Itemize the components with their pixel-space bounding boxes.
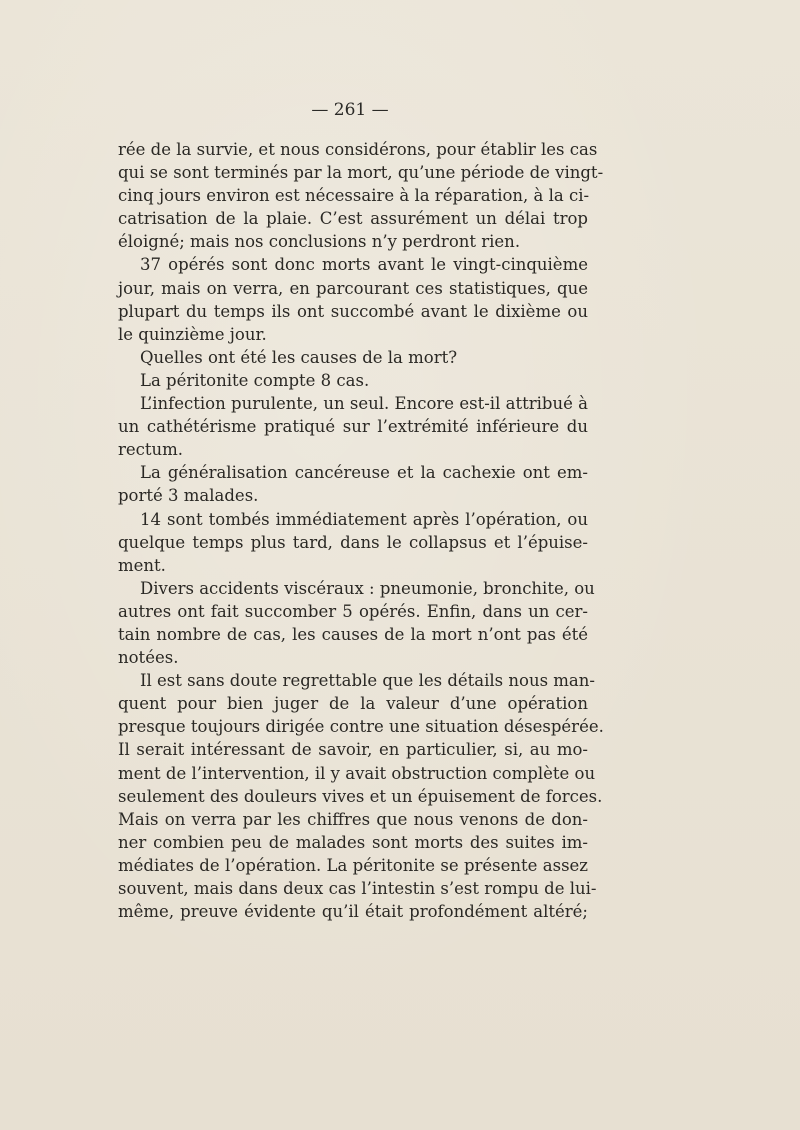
text-line: catrisation de la plaie. C’est assurément un délai trop [118,209,588,229]
text-line: le quinzième jour. [118,324,267,344]
text-line: seulement des douleurs vives et un épuisement de forces. [118,786,603,806]
text-line: plupart du temps ils ont succombé avant le dixième ou [118,301,588,321]
body-text [118,138,604,923]
text-line: Mais on verra par les chiffres que nous venons de don- [118,809,588,829]
text-line: La généralisation cancéreuse et la cachexie ont em- [140,463,588,483]
text-line: presque toujours dirigée contre une situation désespérée. [118,717,604,737]
text-line: qui se sont terminés par la mort, qu’une période de vingt- [118,163,604,183]
text-line: cinq jours environ est nécessaire à la réparation, à la ci- [118,186,590,206]
text-line: ment de l’intervention, il y avait obstruction complète ou [118,763,596,783]
text-line: Quelles ont été les causes de la mort? [140,347,458,367]
text-line: ner combien peu de malades sont morts des suites im- [118,832,588,852]
text-line: Divers accidents viscéraux : pneumonie, bronchite, ou [140,578,595,598]
text-line: La péritonite compte 8 cas. [140,370,370,390]
text-line: quent pour bien juger de la valeur d’une opération [118,694,588,714]
text-line: Il est sans doute regrettable que les détails nous man- [140,671,595,691]
text-line: un cathétérisme pratiqué sur l’extrémité inférieure du [118,417,588,437]
text-line: autres ont fait succomber 5 opérés. Enfin, dans un cer- [118,601,588,621]
text-line: notées. [118,648,179,668]
text-line: quelque temps plus tard, dans le collapsus et l’épuise- [118,532,588,552]
text-line: 14 sont tombés immédiatement après l’opération, ou [140,509,588,529]
text-line: L’infection purulente, un seul. Encore est-il attribué à [140,394,588,414]
text-line: ment. [118,555,166,575]
text-line: souvent, mais dans deux cas l’intestin s’est rompu de lui- [118,879,597,898]
text-line: 37 opérés sont donc morts avant le vingt-cinquième [140,255,588,275]
text-line: tain nombre de cas, les causes de la mort n’ont pas été [118,624,588,644]
text-line: éloigné; mais nos conclusions n’y perdront rien. [118,232,521,252]
page-number: — 261 — [311,100,389,120]
text-line: même, preuve évidente qu’il était profondément altéré; [118,902,588,922]
text-line: rectum. [118,440,184,460]
text-line: rée de la survie, et nous considérons, pour établir les cas [118,140,598,159]
text-line: Il serait intéressant de savoir, en particulier, si, au mo- [118,740,588,760]
text-line: médiates de l’opération. La péritonite se présente assez [118,855,588,875]
text-line: porté 3 malades. [118,486,259,506]
text-line: jour, mais on verra, en parcourant ces statistiques, que [118,278,588,298]
